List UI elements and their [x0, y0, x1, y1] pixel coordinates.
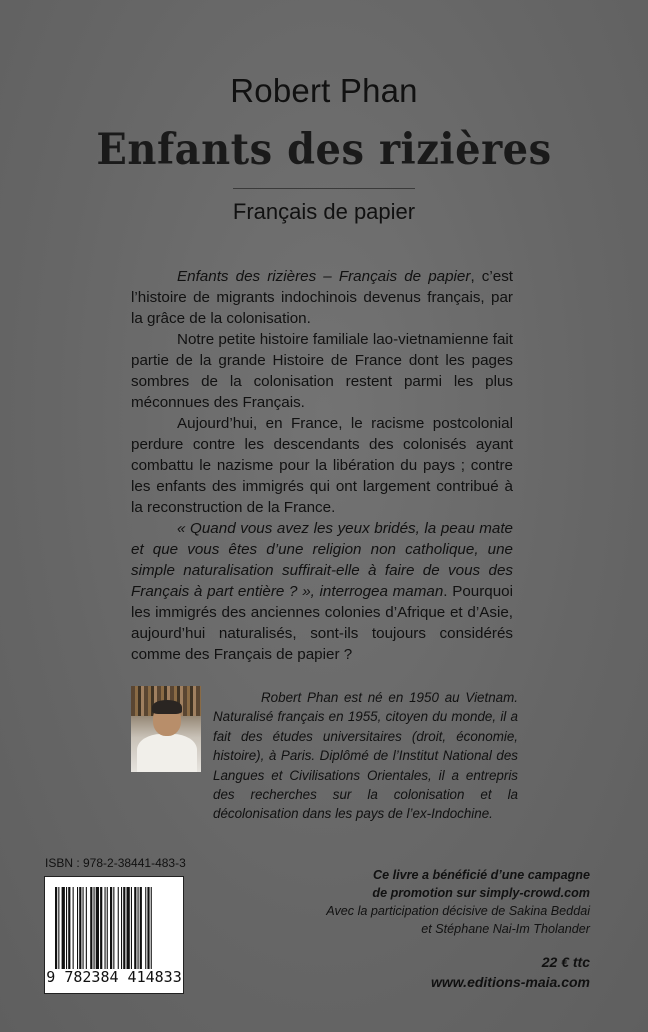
barcode-bar — [83, 887, 84, 969]
barcode-bar — [86, 887, 87, 969]
barcode-bar — [140, 887, 142, 969]
publisher-website: www.editions-maia.com — [431, 974, 590, 990]
blurb-title-ref: Enfants des rizières – Français de papier — [177, 268, 471, 285]
barcode-bar — [121, 887, 122, 969]
promo-block — [300, 866, 590, 938]
barcode-bar — [131, 887, 132, 969]
barcode-bar — [58, 887, 59, 969]
blurb — [131, 266, 513, 665]
book-subtitle: Français de papier — [232, 199, 416, 224]
barcode-bar — [79, 887, 81, 969]
barcode-bar — [138, 887, 139, 969]
title-divider — [233, 188, 415, 189]
barcode-bar — [94, 887, 95, 969]
barcode-bar — [68, 887, 70, 969]
author-bio-text: Robert Phan est né en 1950 au Vietnam. Naturalisé français en 1955, citoyen du monde, il a fait des études universitaires (droit, économie, histoire), à Paris. Diplômé de l’Institut National des Langues et Civilisations Orientales, il a entrepris des recherches sur la colonisation et la décolonisation dans les pays de l’ex-Indochine. — [213, 690, 518, 822]
author-bio — [213, 688, 518, 824]
promo-line-3: Avec la participation décisive de Sakina Beddai — [326, 904, 590, 918]
barcode-bar — [110, 887, 112, 969]
blurb-quote: « Quand vous avez les yeux bridés, la peau mate et que vous êtes d’une religion non catholique, une simple naturalisation suffirait-elle à faire de vous des Français à part entière ? », interrogea maman — [131, 520, 513, 600]
barcode-bar — [96, 887, 99, 969]
price: 22 € ttc — [541, 954, 590, 970]
barcode-bar — [55, 887, 57, 969]
barcode-bar — [134, 887, 136, 969]
barcode-bar — [107, 887, 108, 969]
barcode-bar — [62, 887, 65, 969]
barcode-bar — [105, 887, 106, 969]
barcode-bar — [77, 887, 78, 969]
author-photo — [131, 686, 201, 772]
barcode-bar — [73, 887, 74, 969]
promo-line-1: Ce livre a bénéficié d’une campagne — [373, 868, 590, 882]
barcode-bar — [90, 887, 92, 969]
blurb-paragraph-2: Notre petite histoire familiale lao-vietnamienne fait partie de la grande Histoire de France dont les pages sombres de la colonisation restent parmi les plus méconnues des Français. — [131, 331, 513, 411]
book-title: Enfants des rizières — [96, 124, 552, 175]
barcode-bar — [100, 887, 102, 969]
blurb-paragraph-4: « Quand vous avez les yeux bridés, la peau mate et que vous êtes d’une religion non catholique, une simple naturalisation suffirait-elle à faire de vous des Français à part entière ? », interrogea maman. Pourquoi les immigrés des anciennes colonies d’Afrique et d’Asie, aujourd’hui naturalisés, sont-ils toujours considérés comme des Français de papier ? — [131, 520, 513, 663]
barcode-bar — [123, 887, 125, 969]
barcode-bar — [145, 887, 146, 969]
barcode-bar — [66, 887, 67, 969]
barcode-bar — [113, 887, 114, 969]
barcode-bar — [118, 887, 119, 969]
promo-line-2: de promotion sur simply-crowd.com — [372, 886, 590, 900]
barcode-bar — [147, 887, 149, 969]
promo-line-4: et Stéphane Nai-Im Tholander — [421, 922, 590, 936]
blurb-paragraph-3: Aujourd’hui, en France, le racisme postcolonial perdure contre les descendants des colonisés ayant combattu le nazisme pour la libération du pays ; contre les enfants des immigrés qui ont largement contribué à la reconstruction de la France. — [131, 415, 513, 516]
blurb-paragraph-1: Enfants des rizières – Français de papier, c’est l’histoire de migrants indochinois devenus français, par la grâce de la colonisation. — [131, 268, 514, 327]
barcode-bar — [151, 887, 152, 969]
author-name: Robert Phan — [230, 72, 418, 109]
barcode-bar — [127, 887, 130, 969]
isbn-label: ISBN : 978-2-38441-483-3 — [45, 856, 186, 870]
barcode-number: 9 782384 414833 — [46, 968, 182, 986]
